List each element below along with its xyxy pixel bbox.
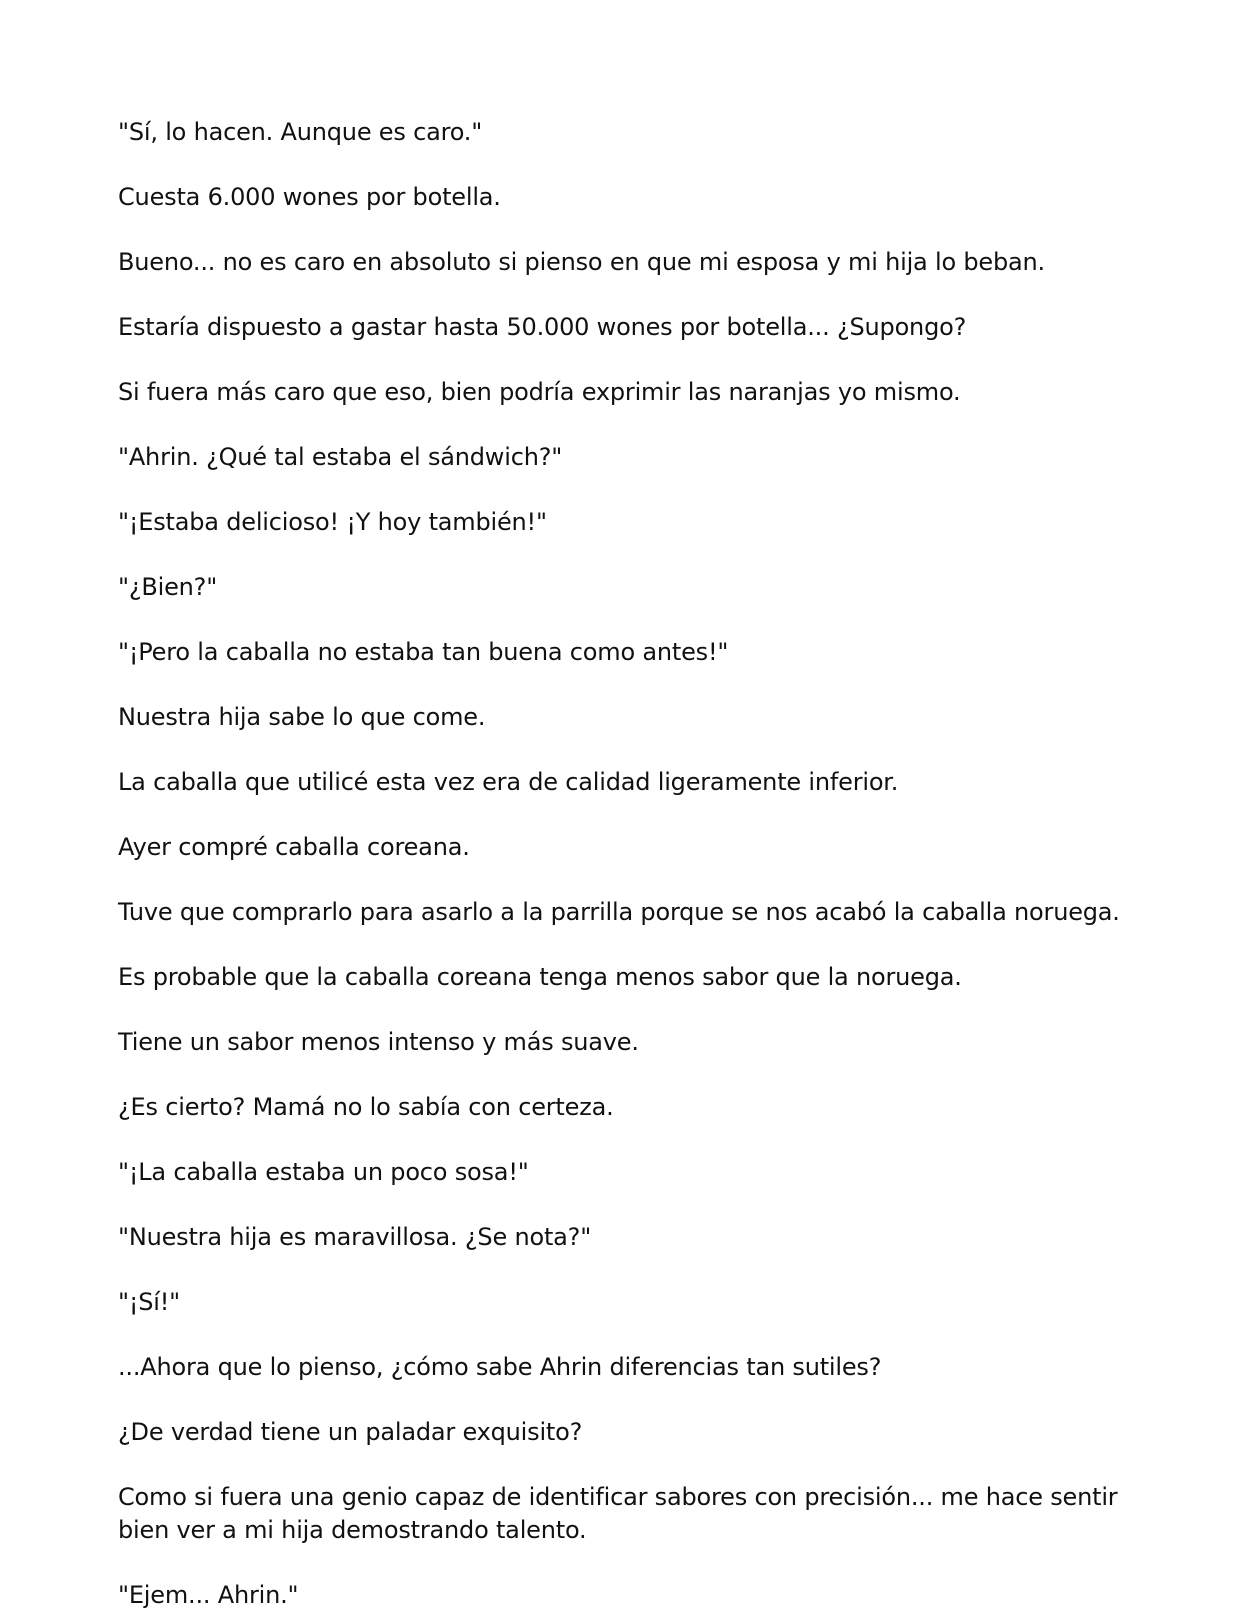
paragraph: "¡Sí!": [118, 1288, 181, 1316]
paragraph: ...Ahora que lo pienso, ¿cómo sabe Ahrin diferencias tan sutiles?: [118, 1353, 882, 1381]
paragraph: Tiene un sabor menos intenso y más suave.: [118, 1028, 639, 1056]
paragraph: "Nuestra hija es maravillosa. ¿Se nota?": [118, 1223, 592, 1251]
paragraph: Tuve que comprarlo para asarlo a la parrilla porque se nos acabó la caballa noruega.: [118, 898, 1120, 926]
paragraph: ¿De verdad tiene un paladar exquisito?: [118, 1418, 583, 1446]
paragraph: Estaría dispuesto a gastar hasta 50.000 wones por botella... ¿Supongo?: [118, 313, 967, 341]
paragraph: Bueno... no es caro en absoluto si pienso en que mi esposa y mi hija lo beban.: [118, 248, 1045, 276]
paragraph: ¿Es cierto? Mamá no lo sabía con certeza.: [118, 1093, 614, 1121]
paragraph: "¡La caballa estaba un poco sosa!": [118, 1158, 529, 1186]
paragraph: Si fuera más caro que eso, bien podría exprimir las naranjas yo mismo.: [118, 378, 961, 406]
paragraph: Cuesta 6.000 wones por botella.: [118, 183, 501, 211]
paragraph: La caballa que utilicé esta vez era de calidad ligeramente inferior.: [118, 768, 899, 796]
paragraph: "Sí, lo hacen. Aunque es caro.": [118, 118, 483, 146]
paragraph: "Ejem... Ahrin.": [118, 1581, 299, 1609]
paragraph: Nuestra hija sabe lo que come.: [118, 703, 486, 731]
paragraph: "¡Estaba delicioso! ¡Y hoy también!": [118, 508, 547, 536]
paragraph: Es probable que la caballa coreana tenga menos sabor que la noruega.: [118, 963, 962, 991]
document-body: [118, 116, 1138, 1620]
paragraph: "Ahrin. ¿Qué tal estaba el sándwich?": [118, 443, 563, 471]
paragraph: Ayer compré caballa coreana.: [118, 833, 470, 861]
paragraph: Como si fuera una genio capaz de identificar sabores con precisión... me hace sentir bien ver a mi hija demostrando talento.: [118, 1483, 1118, 1544]
paragraph: "¿Bien?": [118, 573, 218, 601]
paragraph: "¡Pero la caballa no estaba tan buena como antes!": [118, 638, 729, 666]
